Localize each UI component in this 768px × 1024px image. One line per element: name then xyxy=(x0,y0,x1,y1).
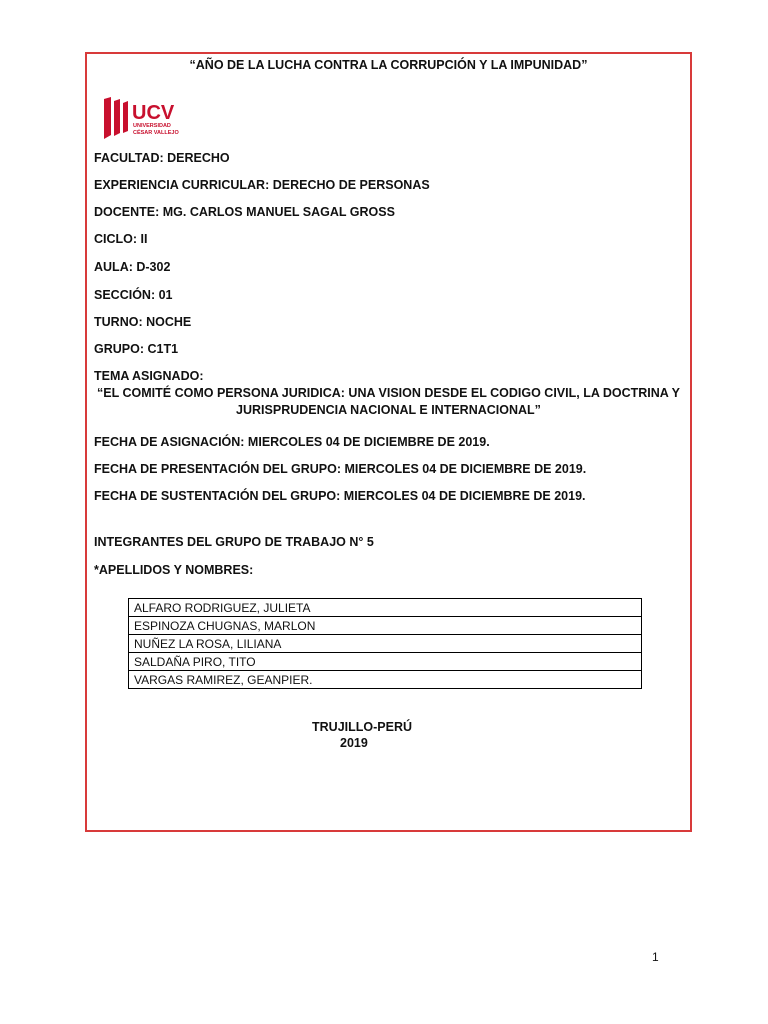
ucv-logo xyxy=(104,95,194,139)
names-label: *APELLIDOS Y NOMBRES: xyxy=(94,563,254,577)
assignment-date: FECHA DE ASIGNACIÓN: MIERCOLES 04 DE DICIEMBRE DE 2019. xyxy=(94,435,490,449)
member-name: VARGAS RAMIREZ, GEANPIER. xyxy=(129,671,642,689)
table-row xyxy=(129,671,642,689)
table-row xyxy=(129,635,642,653)
logo-line2: CÉSAR VALLEJO xyxy=(133,130,179,136)
shift-line: TURNO: NOCHE xyxy=(94,315,192,329)
member-name: ESPINOZA CHUGNAS, MARLON xyxy=(129,617,642,635)
page-number: 1 xyxy=(652,950,659,964)
section-line: SECCIÓN: 01 xyxy=(94,288,173,302)
teacher-line: DOCENTE: MG. CARLOS MANUEL SAGAL GROSS xyxy=(94,205,395,219)
place-line: TRUJILLO-PERÚ xyxy=(312,720,412,734)
member-name: SALDAÑA PIRO, TITO xyxy=(129,653,642,671)
classroom-line: AULA: D-302 xyxy=(94,260,171,274)
topic-label: TEMA ASIGNADO: xyxy=(94,369,204,383)
table-row xyxy=(129,617,642,635)
year-motto: “AÑO DE LA LUCHA CONTRA LA CORRUPCIÓN Y LA IMPUNIDAD” xyxy=(189,58,588,72)
member-name: NUÑEZ LA ROSA, LILIANA xyxy=(129,635,642,653)
presentation-date: FECHA DE PRESENTACIÓN DEL GRUPO: MIERCOLES 04 DE DICIEMBRE DE 2019. xyxy=(94,462,587,476)
defense-date: FECHA DE SUSTENTACIÓN DEL GRUPO: MIERCOLES 04 DE DICIEMBRE DE 2019. xyxy=(94,489,586,503)
group-title: INTEGRANTES DEL GRUPO DE TRABAJO N° 5 xyxy=(94,535,374,549)
table-row xyxy=(129,599,642,617)
course-line: EXPERIENCIA CURRICULAR: DERECHO DE PERSONAS xyxy=(94,178,430,192)
logo-line1: UNIVERSIDAD xyxy=(133,123,171,129)
logo-abbrev: UCV xyxy=(132,102,175,124)
member-name: ALFARO RODRIGUEZ, JULIETA xyxy=(129,599,642,617)
group-line: GRUPO: C1T1 xyxy=(94,342,179,356)
topic-line-1: “EL COMITÉ COMO PERSONA JURIDICA: UNA VISION DESDE EL CODIGO CIVIL, LA DOCTRINA Y xyxy=(97,386,680,400)
members-table xyxy=(128,598,642,689)
cycle-line: CICLO: II xyxy=(94,232,148,246)
year-line: 2019 xyxy=(340,736,368,750)
faculty-line: FACULTAD: DERECHO xyxy=(94,151,230,165)
topic-line-2: JURISPRUDENCIA NACIONAL E INTERNACIONAL” xyxy=(236,403,541,417)
table-row xyxy=(129,653,642,671)
